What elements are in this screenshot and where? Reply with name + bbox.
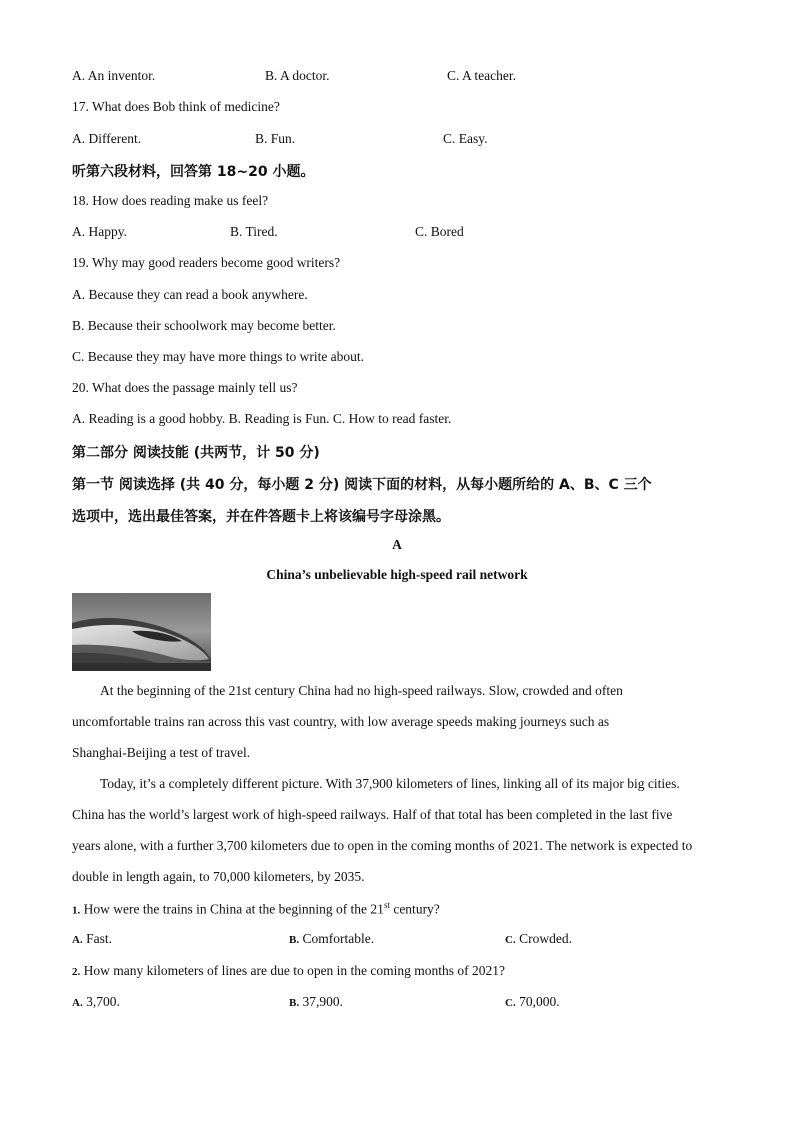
rq1-option-a	[72, 931, 112, 947]
rq2-option-b	[289, 994, 343, 1010]
passage-paragraph-2-line: Today, it’s a completely different picture. With 37,900 kilometers of lines, linking all of its major big cities.	[100, 776, 680, 791]
q19-option-a: A. Because they can read a book anywhere.	[72, 287, 308, 302]
q16-option-a: A. An inventor.	[72, 68, 156, 83]
q20-options: A. Reading is a good hobby. B. Reading is Fun. C. How to read faster.	[72, 411, 452, 426]
ordinal-suffix: st	[383, 900, 390, 910]
section6-heading: 听第六段材料，回答第 18~20 小题。	[72, 164, 315, 180]
passage-paragraph-2-line: China has the world’s largest work of high-speed railways. Half of that total has been completed in the last five	[72, 807, 673, 822]
rq1-option-c	[505, 931, 572, 947]
q20-question: 20. What does the passage mainly tell us?	[72, 380, 298, 395]
option-label: C.	[505, 934, 516, 946]
passage-paragraph-2-line: double in length again, to 70,000 kilometers, by 2035.	[72, 869, 365, 884]
passage-paragraph-1	[72, 675, 722, 768]
option-label: B.	[289, 997, 300, 1009]
part2-heading: 第二部分 阅读技能 (共两节，计 50 分)	[72, 445, 320, 461]
q17-question: 17. What does Bob think of medicine?	[72, 99, 280, 114]
rq2-option-a	[72, 994, 120, 1010]
rq2-option-c	[505, 994, 560, 1010]
q16-option-b: B. A doctor.	[265, 68, 330, 83]
q18-option-a: A. Happy.	[72, 224, 127, 239]
q17-option-a: A. Different.	[72, 131, 142, 146]
q17-option-c: C. Easy.	[443, 131, 488, 146]
q19-option-c: C. Because they may have more things to write about.	[72, 349, 365, 364]
option-text: 37,900.	[299, 994, 343, 1009]
option-label: A.	[72, 934, 83, 946]
rq1-option-b	[289, 931, 374, 947]
passage-letter: A	[392, 537, 402, 552]
option-label: B.	[289, 934, 300, 946]
option-label: C.	[505, 997, 516, 1009]
question-number: 2.	[72, 966, 81, 978]
passage-paragraph-2-line: years alone, with a further 3,700 kilometers due to open in the coming months of 2021. The network is expected to	[72, 838, 693, 853]
section1-instructions-line2: 选项中，选出最佳答案，并在件答题卡上将该编号字母涂黑。	[72, 509, 450, 525]
q18-option-b: B. Tired.	[230, 224, 278, 239]
high-speed-train-photo	[72, 593, 211, 671]
q18-question: 18. How does reading make us feel?	[72, 193, 269, 208]
passage-paragraph-2	[72, 768, 722, 892]
option-label: A.	[72, 997, 83, 1009]
passage-paragraph-1-line: Shanghai-Beijing a test of travel.	[72, 745, 251, 760]
section1-instructions-line1: 第一节 阅读选择 (共 40 分，每小题 2 分) 阅读下面的材料，从每小题所给的 A、B、C 三个	[72, 477, 652, 493]
question-text: How many kilometers of lines are due to open in the coming months of 2021?	[80, 963, 506, 978]
question-text: How were the trains in China at the beginning of the 21	[80, 901, 384, 917]
q18-option-c: C. Bored	[415, 224, 464, 239]
question-text-end: century?	[389, 901, 440, 917]
passage-paragraph-1-line: uncomfortable trains ran across this vast country, with low average speeds making journeys such as	[72, 714, 610, 729]
q17-option-b: B. Fun.	[255, 131, 296, 146]
passage-title: China’s unbelievable high-speed rail network	[266, 567, 528, 582]
option-text: 3,700.	[82, 994, 120, 1009]
q19-option-b: B. Because their schoolwork may become better.	[72, 318, 336, 333]
q16-option-c: C. A teacher.	[447, 68, 516, 83]
option-text: Comfortable.	[299, 931, 375, 946]
q19-question: 19. Why may good readers become good writers?	[72, 255, 341, 270]
reading-question-1	[72, 900, 440, 918]
option-text: Crowded.	[515, 931, 572, 946]
option-text: Fast.	[82, 931, 112, 946]
reading-question-2	[72, 963, 505, 979]
question-number: 1.	[72, 904, 81, 917]
option-text: 70,000.	[515, 994, 560, 1009]
passage-paragraph-1-line: At the beginning of the 21st century China had no high-speed railways. Slow, crowded and often	[100, 683, 623, 698]
